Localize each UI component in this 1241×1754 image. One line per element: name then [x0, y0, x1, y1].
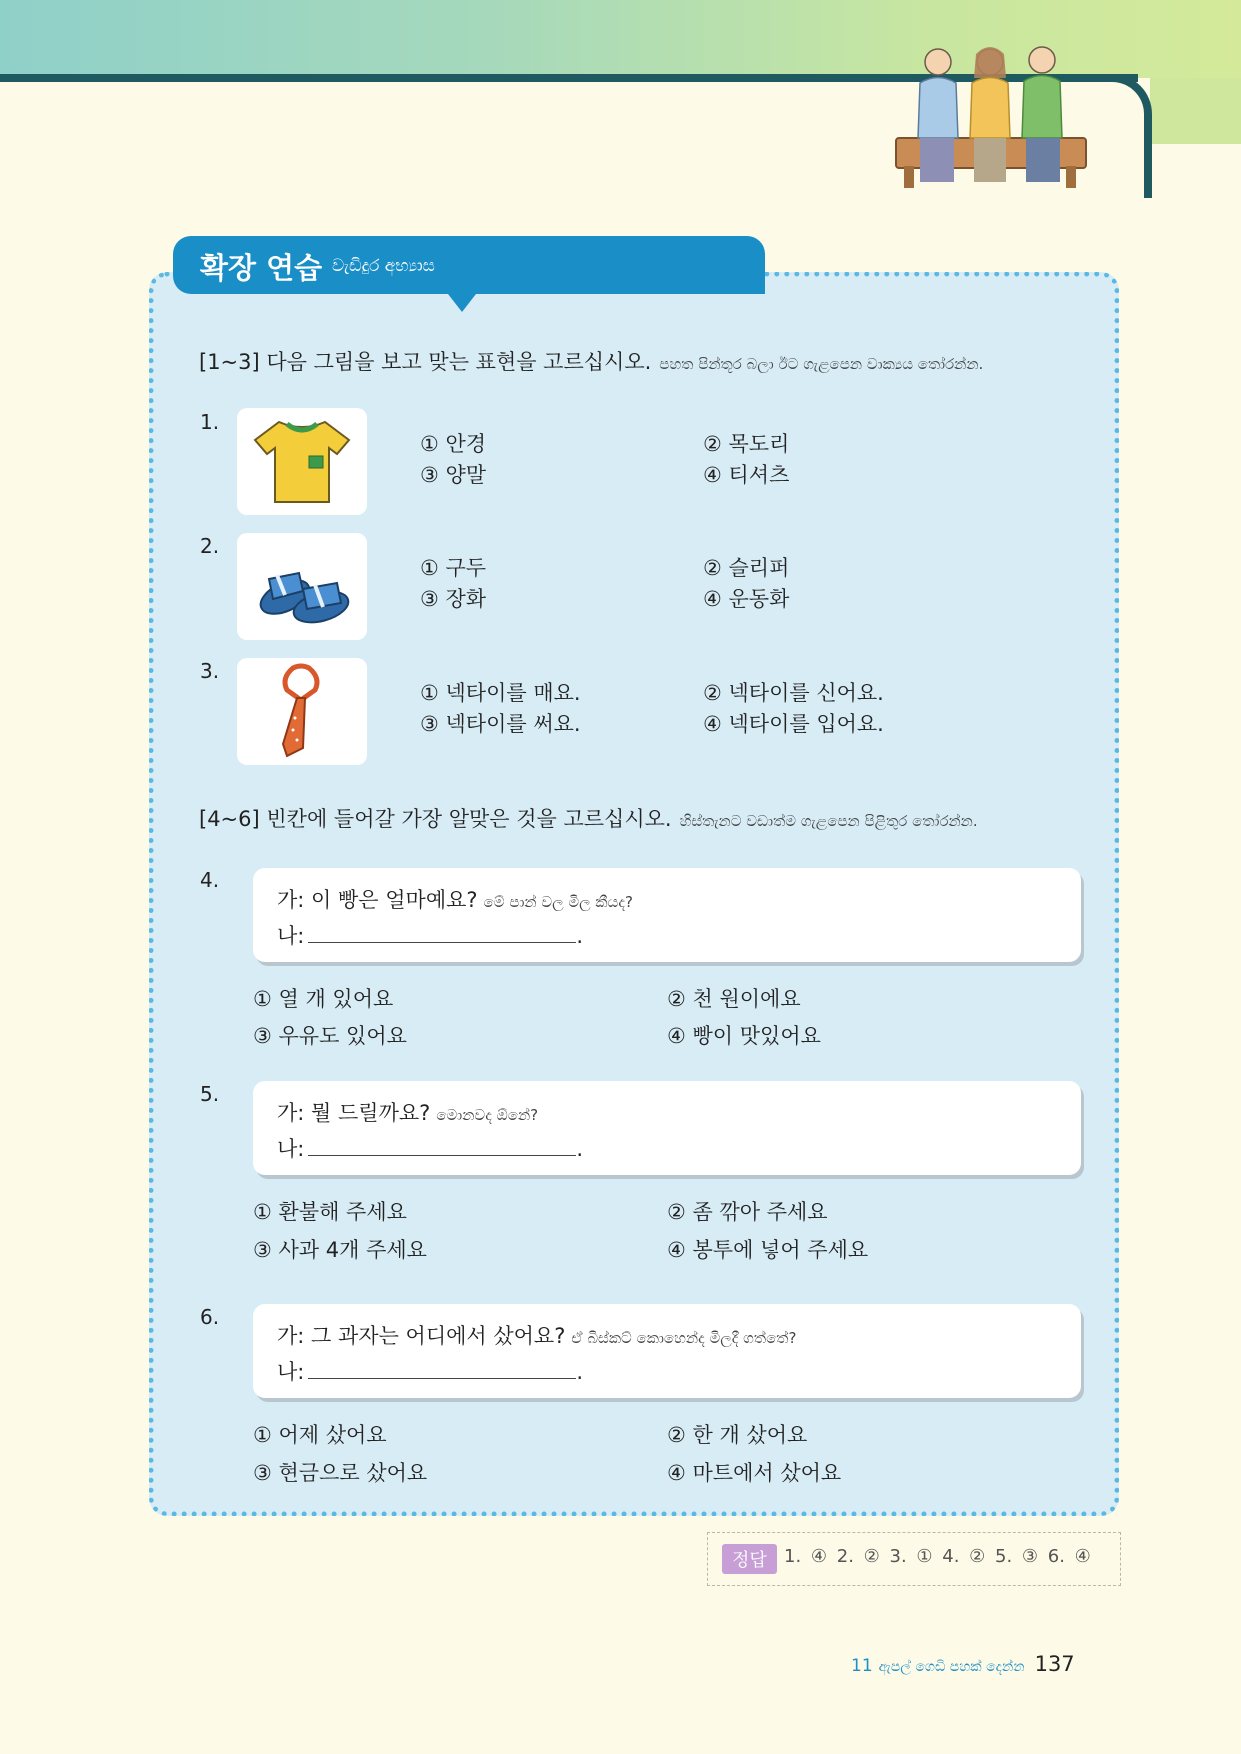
q1-option-1[interactable]: ① 안경: [420, 432, 487, 456]
q5-option-1[interactable]: ① 환불해 주세요: [253, 1200, 407, 1224]
q6-option-3[interactable]: ③ 현금으로 샀어요: [253, 1461, 428, 1485]
section-title: 확장 연습: [200, 251, 323, 285]
q4-line-1-sinhala: මේ පාන් වල මිල කීයද?: [483, 893, 633, 911]
q6-option-2[interactable]: ② 한 개 샀어요: [667, 1423, 808, 1447]
q6-line-2: [277, 1356, 583, 1386]
people-on-bench-illustration: [890, 38, 1090, 198]
part2-instruction: [199, 803, 978, 833]
question-2-number: 2.: [200, 534, 220, 558]
q5-line-2: [277, 1133, 583, 1163]
part2-instruction-korean: [4~6] 빈칸에 들어갈 가장 알맞은 것을 고르십시오.: [199, 807, 672, 831]
question-4-number: 4.: [200, 868, 220, 892]
q3-option-3[interactable]: ③ 넥타이를 써요.: [420, 712, 581, 736]
question-2-image: [237, 533, 367, 640]
q4-period: .: [576, 924, 584, 948]
question-6-number: 6.: [200, 1305, 220, 1329]
question-3-number: 3.: [200, 659, 220, 683]
slippers-icon: [237, 533, 367, 640]
answer-key-label: 정답: [722, 1544, 777, 1574]
q5-option-4[interactable]: ④ 봉투에 넣어 주세요: [667, 1238, 869, 1262]
q5-line-1-sinhala: මොනවද ඕනේ?: [436, 1106, 539, 1124]
chapter-number: 11: [851, 1656, 873, 1676]
q4-line-2: [277, 920, 583, 950]
q4-blank: [308, 922, 576, 943]
page-number: 137: [1034, 1652, 1075, 1676]
chapter-title: ඇපල් ගෙඩි පහක් දෙන්න: [878, 1659, 1025, 1675]
necktie-icon: [237, 658, 367, 765]
question-5-number: 5.: [200, 1082, 220, 1106]
q5-line-1-korean: 가: 뭘 드릴까요?: [277, 1101, 431, 1125]
q5-blank: [308, 1135, 576, 1156]
page-footer: [851, 1652, 1075, 1676]
q6-option-1[interactable]: ① 어제 샀어요: [253, 1423, 387, 1447]
q2-option-3[interactable]: ③ 장화: [420, 587, 487, 611]
part1-instruction-korean: [1~3] 다음 그림을 보고 맞는 표현을 고르십시오.: [199, 350, 652, 374]
header-rule-curve: [1108, 74, 1152, 198]
question-6-dialogue: [253, 1304, 1081, 1398]
q6-blank: [308, 1358, 576, 1379]
q5-speaker-b: 나:: [277, 1137, 305, 1161]
header-band-right: [1150, 78, 1241, 144]
question-1-image: [237, 408, 367, 515]
q4-line-1: [277, 884, 633, 914]
q2-option-1[interactable]: ① 구두: [420, 556, 487, 580]
q2-option-4[interactable]: ④ 운동화: [703, 587, 790, 611]
t-shirt-icon: [237, 408, 367, 515]
question-4-dialogue: [253, 868, 1081, 962]
q4-speaker-b: 나:: [277, 924, 305, 948]
q5-option-3[interactable]: ③ 사과 4개 주세요: [253, 1238, 427, 1262]
part1-instruction: [199, 346, 983, 376]
q6-option-4[interactable]: ④ 마트에서 샀어요: [667, 1461, 842, 1485]
q6-line-1-korean: 가: 그 과자는 어디에서 샀어요?: [277, 1324, 566, 1348]
q2-option-2[interactable]: ② 슬리퍼: [703, 556, 790, 580]
q4-line-1-korean: 가: 이 빵은 얼마예요?: [277, 888, 478, 912]
q1-option-3[interactable]: ③ 양말: [420, 463, 487, 487]
answer-key-text: 1. ④ 2. ② 3. ① 4. ② 5. ③ 6. ④: [784, 1546, 1091, 1567]
q6-period: .: [576, 1360, 584, 1384]
q3-option-2[interactable]: ② 넥타이를 신어요.: [703, 681, 884, 705]
q6-speaker-b: 나:: [277, 1360, 305, 1384]
q3-option-1[interactable]: ① 넥타이를 매요.: [420, 681, 581, 705]
q4-option-2[interactable]: ② 천 원이에요: [667, 987, 801, 1011]
q6-line-1-sinhala: ඒ බිස්කට් කොහෙන්ද මිලදී ගත්තේ?: [571, 1329, 797, 1347]
q5-period: .: [576, 1137, 584, 1161]
q3-option-4[interactable]: ④ 넥타이를 입어요.: [703, 712, 884, 736]
question-1-number: 1.: [200, 410, 220, 434]
part1-instruction-sinhala: පහත පින්තූර බලා ඊට ගැළපෙන වාක්‍යය තෝරන්න.: [659, 355, 984, 373]
q5-option-2[interactable]: ② 좀 깎아 주세요: [667, 1200, 828, 1224]
q1-option-2[interactable]: ② 목도리: [703, 432, 790, 456]
section-tab-pointer: [448, 294, 476, 312]
q4-option-4[interactable]: ④ 빵이 맛있어요: [667, 1024, 821, 1048]
question-3-image: [237, 658, 367, 765]
question-5-dialogue: [253, 1081, 1081, 1175]
q5-line-1: [277, 1097, 538, 1127]
part2-instruction-sinhala: හිස්තැනට වඩාත්ම ගැළපෙන පිළිතුර තෝරන්න.: [679, 812, 978, 830]
section-title-sinhala: වැඩිදුර අභ්‍යාස: [332, 256, 435, 276]
q6-line-1: [277, 1320, 796, 1350]
q1-option-4[interactable]: ④ 티셔츠: [703, 463, 790, 487]
q4-option-1[interactable]: ① 열 개 있어요: [253, 987, 394, 1011]
q4-option-3[interactable]: ③ 우유도 있어요: [253, 1024, 407, 1048]
